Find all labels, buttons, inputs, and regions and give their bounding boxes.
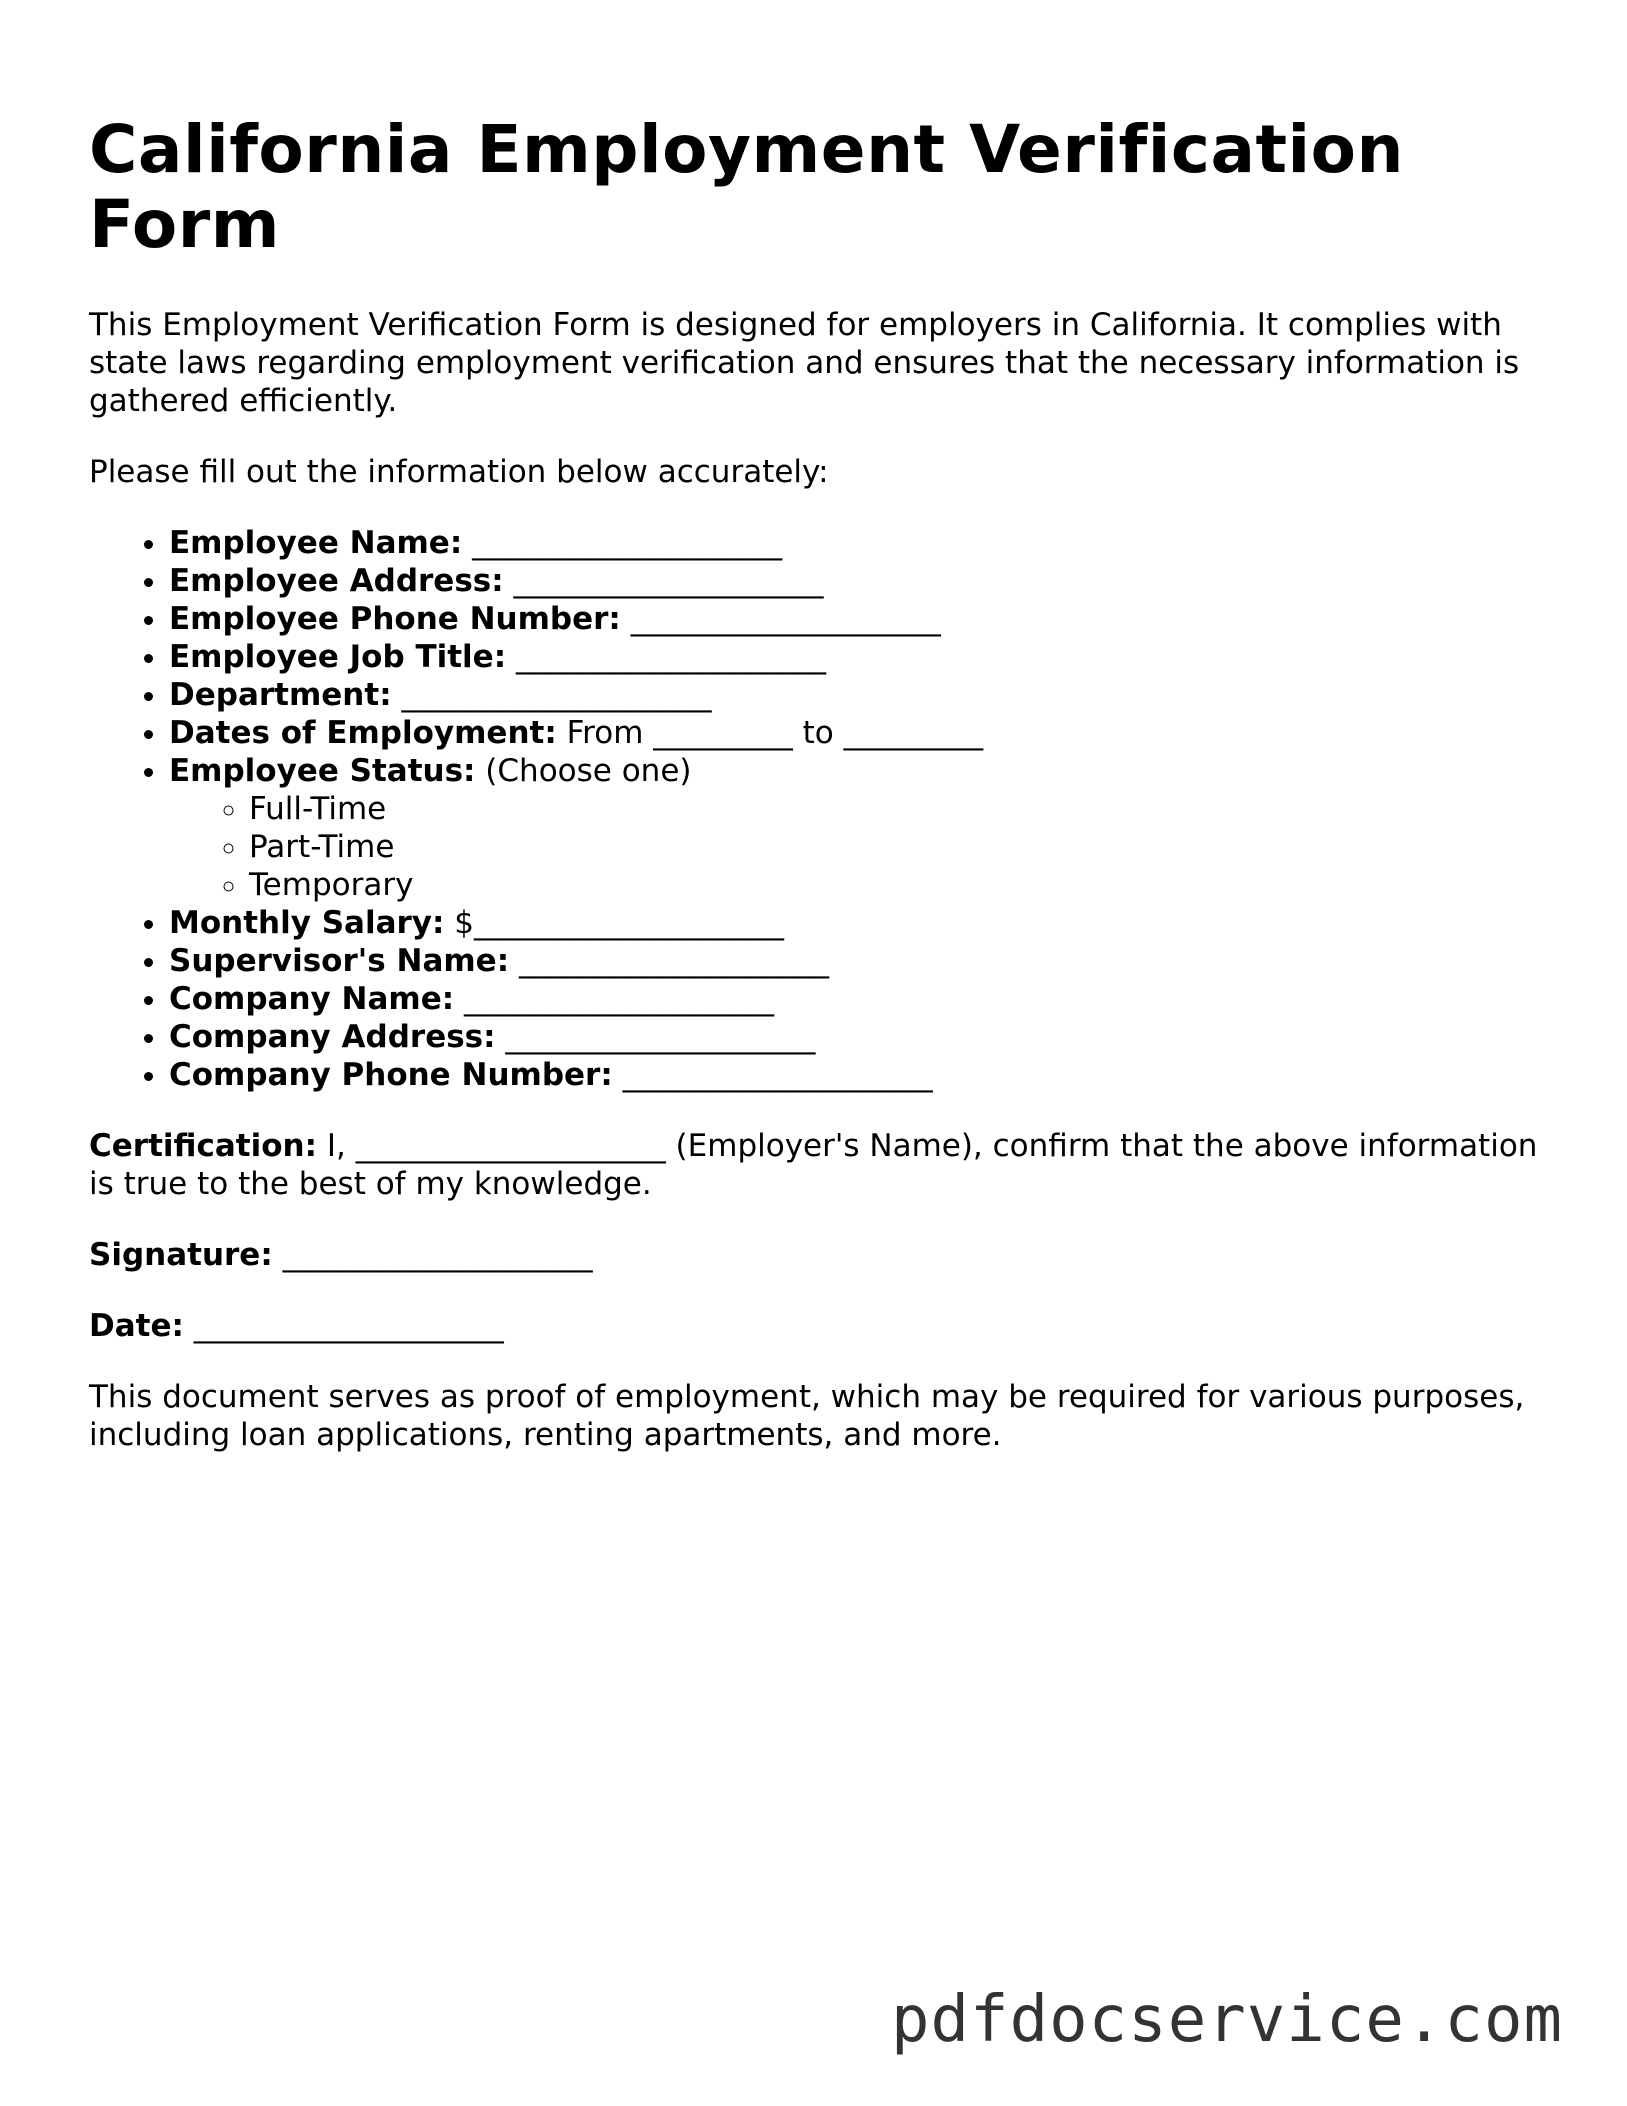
field-label: Company Phone Number:: [169, 1057, 613, 1093]
field-label: Employee Address:: [169, 563, 504, 599]
fill-in-blank: ____________________: [391, 677, 712, 713]
certification-text: I, ____________________ (Employer's Name), confirm that the above information is true to the best of my knowledge.: [89, 1128, 1538, 1202]
field-employee-job-title: [169, 638, 1549, 676]
signature-line: [89, 1236, 1549, 1274]
status-option-list: [169, 790, 1549, 904]
fill-in-blank: From _________ to _________: [556, 715, 984, 751]
form-field-list: [89, 524, 1549, 1094]
field-monthly-salary: [169, 904, 1549, 942]
status-option-temporary: ◦ Temporary: [249, 866, 1549, 904]
field-company-name: [169, 980, 1549, 1018]
intro-paragraph: This Employment Verification Form is designed for employers in California. It complies with state laws regarding employment verification and ensures that the necessary information is gathered efficiently.: [89, 307, 1520, 419]
document-page: [89, 112, 1549, 1454]
status-option-full-time: ◦ Full-Time: [249, 790, 1549, 828]
fill-in-blank: ____________________: [612, 1057, 933, 1093]
fill-in-blank: ____________________: [509, 943, 829, 979]
fill-in-blank: $____________________: [444, 905, 784, 941]
date-label: Date:: [89, 1308, 184, 1344]
field-employee-status: [169, 752, 1549, 904]
watermark-text: pdfdocservice.com: [890, 1983, 1563, 2057]
fill-in-blank: ____________________: [620, 601, 941, 637]
field-label: Supervisor's Name:: [169, 943, 510, 979]
date-line: [89, 1307, 1549, 1345]
status-option-part-time: ◦ Part-Time: [249, 828, 1549, 866]
field-hint: (Choose one): [475, 753, 692, 789]
fill-in-blank: ____________________: [183, 1308, 504, 1344]
field-label: Employee Phone Number:: [169, 601, 621, 637]
page-title: California Employment Verification Form: [89, 111, 1404, 263]
field-label: Monthly Salary:: [169, 905, 445, 941]
field-label: Employee Name:: [169, 525, 463, 561]
field-employee-address: [169, 562, 1549, 600]
field-label: Department:: [169, 677, 392, 713]
certification-statement: [89, 1127, 1549, 1203]
fill-in-blank: ____________________: [503, 563, 824, 599]
field-label: Company Name:: [169, 981, 455, 1017]
field-employee-name: [169, 524, 1549, 562]
closing-paragraph: This document serves as proof of employment, which may be required for various purposes, including loan applications, renting apartments, and more.: [89, 1379, 1525, 1453]
certification-label: Certification:: [89, 1128, 317, 1164]
field-label: Dates of Employment:: [169, 715, 557, 751]
field-dates-of-employment: [169, 714, 1549, 752]
field-label: Employee Job Title:: [169, 639, 507, 675]
instructions-text: Please fill out the information below accurately:: [89, 454, 829, 490]
signature-label: Signature:: [89, 1237, 273, 1273]
field-label: Company Address:: [169, 1019, 496, 1055]
field-company-address: [169, 1018, 1549, 1056]
field-company-phone: [169, 1056, 1549, 1094]
field-employee-phone: [169, 600, 1549, 638]
fill-in-blank: ____________________: [462, 525, 783, 561]
fill-in-blank: ____________________: [454, 981, 774, 1017]
field-label: Employee Status:: [169, 753, 476, 789]
field-department: [169, 676, 1549, 714]
fill-in-blank: ____________________: [272, 1237, 593, 1273]
fill-in-blank: ____________________: [495, 1019, 816, 1055]
fill-in-blank: ____________________: [506, 639, 826, 675]
field-supervisor-name: [169, 942, 1549, 980]
